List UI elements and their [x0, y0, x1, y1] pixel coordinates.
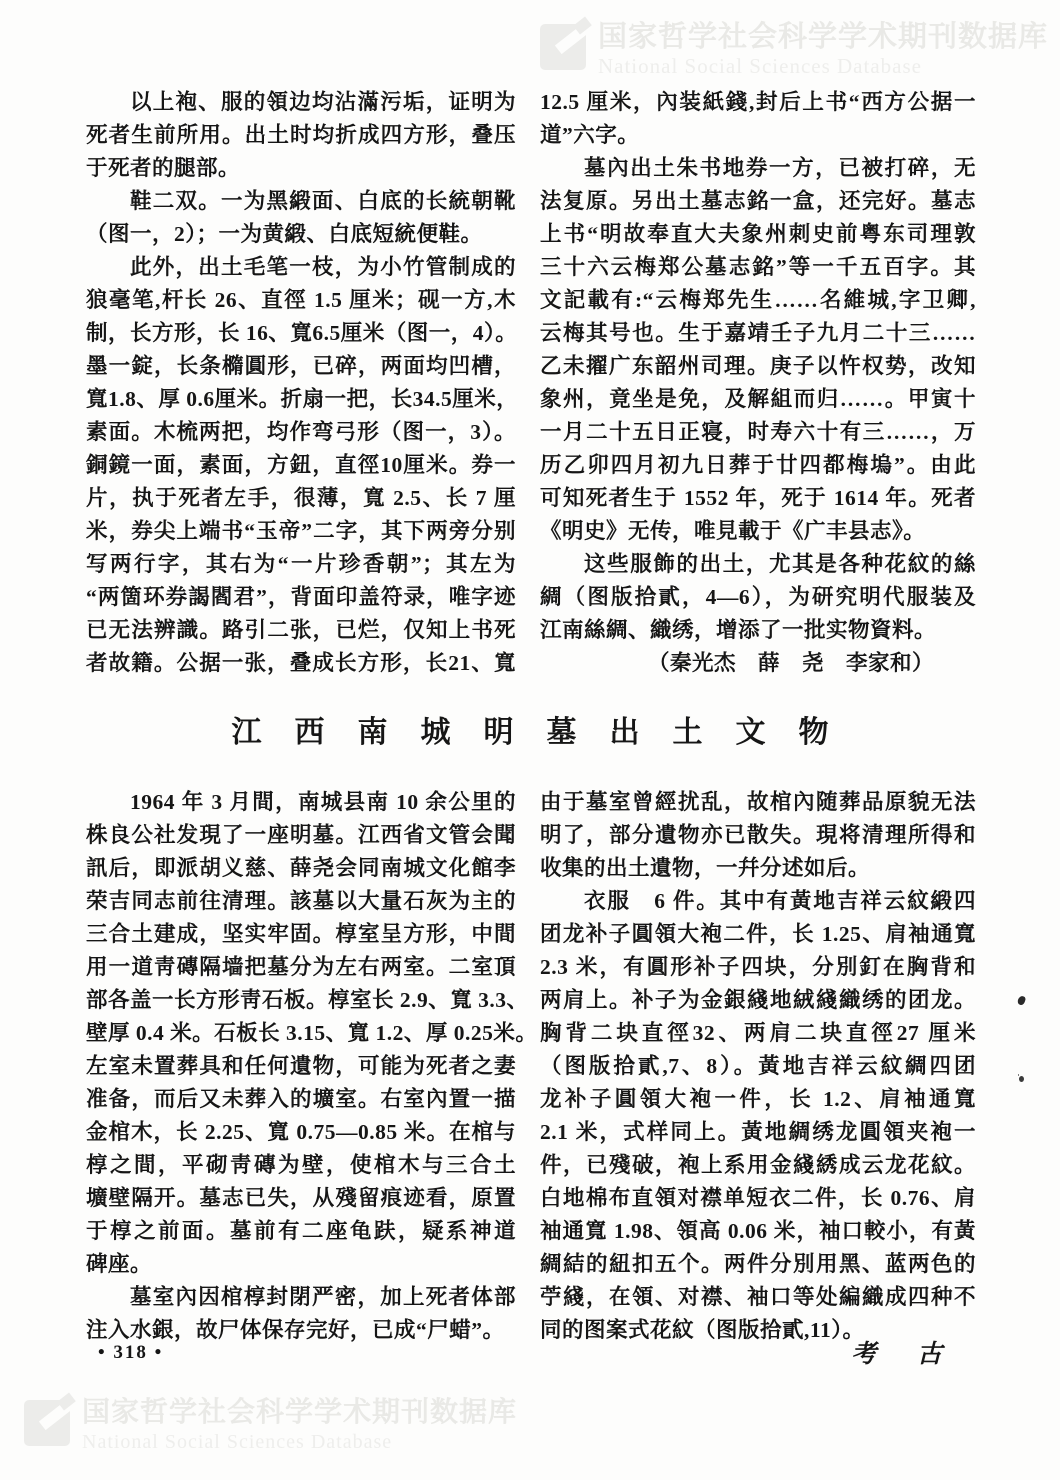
text-line: 团龙补子圓領大袍二件，长 1.25、肩袖通寬 [540, 922, 976, 946]
watermark-english: National Social Sciences Database [597, 54, 922, 78]
text-line: 可知死者生于 1552 年，死于 1614 年。死者 [540, 486, 976, 510]
nssd-logo-icon [540, 24, 586, 70]
watermark-top [540, 20, 1048, 79]
text-line: 訊后，即派胡义慈、薛尧会同南城文化館李 [86, 856, 516, 880]
text-line: 左室未置葬具和任何遺物，可能为死者之妻 [86, 1054, 516, 1078]
journal-name: 考 古 [851, 1339, 958, 1368]
text-line: 历乙卯四月初九日葬于廿四都梅塢”。由此 [540, 453, 976, 477]
text-line: 件，已殘破，袍上系用金綫綉成云龙花紋。 [540, 1153, 976, 1177]
text-line: 由于墓室曾經扰乱，故棺內随葬品原貌无法 [540, 790, 976, 814]
text-line: 金棺木，长 2.25、寬 0.75—0.85 米。在棺与 [86, 1120, 516, 1144]
text-line: 綢（图版拾貳，4—6），为研究明代服装及 [540, 585, 976, 609]
text-line: 墨一錠，长条橢圓形，已碎，两面均凹槽， [86, 354, 516, 378]
text-line: 制，长方形，长 16、寬6.5厘米（图一，4）。 [86, 321, 518, 345]
text-line: 者故籍。公据一张，叠成长方形，长21、寬 [86, 651, 516, 675]
text-line: 法复原。另出土墓志銘一盒，还完好。墓志 [540, 189, 976, 213]
text-line: 鞋二双。一为黑緞面、白底的长統朝靴 [130, 189, 516, 213]
text-line: 准备，而后又未葬入的壙室。右室內置一描 [86, 1087, 516, 1111]
main-article-right-column [540, 786, 976, 1347]
prev-article-left-column [86, 86, 519, 680]
text-line: 素面。木梳两把，均作弯弓形（图一，3）。 [86, 420, 516, 444]
text-line: 文記載有:“云梅郑先生……名維城,字卫卿, [540, 288, 976, 312]
text-line: （秦光杰 薛 尧 李家和） [647, 651, 934, 675]
ink-speck [1019, 1076, 1024, 1082]
text-line: 云梅其号也。生于嘉靖壬子九月二十三…… [540, 321, 976, 345]
text-line: 这些服飾的出土，尤其是各种花紋的絲 [584, 552, 976, 576]
text-line: 片，执于死者左手，很薄，寬 2.5、长 7 厘 [86, 486, 516, 510]
text-line: 寬1.8、厚 0.6厘米。折扇一把，长34.5厘米， [86, 387, 519, 411]
ink-speck [1017, 995, 1027, 1006]
text-line: 1964 年 3 月間，南城县南 10 余公里的 [130, 790, 516, 814]
text-line: 2.1 米，式样同上。黃地綢绣龙圓領夹袍一 [540, 1120, 976, 1144]
article-title: 江西南城明墓出土文物 [231, 716, 862, 749]
watermark-text [598, 20, 1048, 79]
text-line: 白地棉布直領对襟单短衣二件，长 0.76、肩 [540, 1186, 976, 1210]
text-line: 龙补子圓領大袍一件，长 1.2、肩袖通寬 [540, 1087, 976, 1111]
text-line: 收集的出土遺物，一幷分述如后。 [540, 856, 871, 880]
text-line: 衣服 6 件。其中有黃地吉祥云紋緞四 [584, 889, 976, 913]
text-line: 于椁之前面。墓前有二座龟趺，疑系神道 [86, 1219, 516, 1243]
text-line: 袖通寬 1.98、領高 0.06 米，袖口較小，有黃 [540, 1219, 976, 1243]
text-line: 2.3 米，有圓形补子四块，分別釘在胸背和 [540, 955, 976, 979]
text-line: 道”六字。 [540, 123, 640, 147]
text-line: 用一道靑磚隔墙把墓分为左右两室。二室頂 [86, 955, 516, 979]
text-line: 三合土建成，坚实牢固。椁室呈方形，中間 [86, 922, 516, 946]
watermark-english: National Social Sciences Database [82, 1431, 393, 1453]
prev-article-right-column [540, 86, 976, 680]
text-line: 壙壁隔开。墓志已失，从殘留痕迹看，原置 [86, 1186, 516, 1210]
text-line: 12.5 厘米，內装紙錢,封后上书“西方公据一 [540, 90, 976, 114]
text-line: 明了，部分遺物亦已散失。現将清理所得和 [540, 823, 976, 847]
text-line: 墓室內因棺椁封閉严密，加上死者体部 [130, 1285, 516, 1309]
text-line: 苧綫，在領、对襟、袖口等处編織成四种不 [540, 1285, 976, 1309]
text-line: 一月二十五日正寝，时寿六十有三……，万 [540, 420, 976, 444]
watermark-text [82, 1396, 517, 1455]
text-line: 米，券尖上端书“玉帝”二字，其下两旁分别 [86, 519, 516, 543]
text-line: 胸背二块直徑32、两肩二块直徑27 厘米 [540, 1021, 976, 1045]
nssd-logo-icon [24, 1400, 70, 1446]
text-line: （图版拾貳,7、8）。黃地吉祥云紋綢四团 [540, 1054, 976, 1078]
text-line: 銅鏡一面，素面，方鈕，直徑10厘米。券一 [86, 453, 516, 477]
watermark-bottom [24, 1396, 517, 1455]
text-line: 部各盖一长方形靑石板。椁室长 2.9、寬 3.3、 [86, 988, 529, 1012]
text-line: 死者生前所用。出土时均折成四方形，叠压 [86, 123, 516, 147]
text-line: 此外，出土毛笔一枝，为小竹管制成的 [130, 255, 516, 279]
page-number: • 318 • [98, 1342, 164, 1363]
text-line: （图一，2）；一为黄緞、白底短統便鞋。 [86, 222, 483, 246]
main-article-left-column [86, 786, 538, 1347]
text-line: 江南絲綢、織绣，增添了一批实物資料。 [540, 618, 937, 642]
text-line: 《明史》无传，唯見載于《广丰县志》。 [540, 519, 926, 543]
text-line: 已无法辨識。路引二张，已烂，仅知上书死 [86, 618, 516, 642]
text-line: 壁厚 0.4 米。石板长 3.15、寬 1.2、厚 0.25米。 [86, 1021, 538, 1045]
text-line: 荣吉同志前往清理。該墓以大量石灰为主的 [86, 889, 516, 913]
text-line: 同的图案式花紋（图版拾貳,11）。 [540, 1318, 865, 1342]
text-line: 株良公社发現了一座明墓。江西省文管会聞 [86, 823, 516, 847]
watermark-chinese: 国家哲学社会科学学术期刊数据库 [82, 1397, 518, 1428]
text-line: “两箇环券謁閻君”，背面印盖符录，唯字迹 [86, 585, 516, 609]
text-line: 写两行字，其右为“一片珍香朝”；其左为 [86, 552, 516, 576]
text-line: 狼毫笔,杆长 26、直徑 1.5 厘米；砚一方,木 [86, 288, 516, 312]
text-line: 以上袍、服的領边均沾滿污垢，证明为 [130, 90, 516, 114]
text-line: 綢結的紐扣五个。两件分別用黑、蓝两色的 [540, 1252, 976, 1276]
text-line: 注入水銀，故尸体保存完好，已成“尸蜡”。 [86, 1318, 505, 1342]
text-line: 墓內出土朱书地券一方，已被打碎，无 [584, 156, 976, 180]
watermark-chinese: 国家哲学社会科学学术期刊数据库 [597, 21, 1048, 53]
text-line: 椁之間，平砌靑磚为壁，使棺木与三合土 [86, 1153, 516, 1177]
text-line: 上书“明故奉直大夫象州刺史前粤东司理敦 [540, 222, 976, 246]
text-line: 于死者的腿部。 [86, 156, 241, 180]
text-line: 碑座。 [86, 1252, 153, 1276]
text-line: 象州，竟坐是免，及解組而归……。甲寅十 [540, 387, 976, 411]
text-line: 三十六云梅郑公墓志銘”等一千五百字。其 [540, 255, 976, 279]
text-line: 乙未擢广东韶州司理。庚子以忤权势，改知 [540, 354, 976, 378]
text-line: 两肩上。补子为金銀綫地絨綫織绣的团龙。 [540, 988, 976, 1012]
